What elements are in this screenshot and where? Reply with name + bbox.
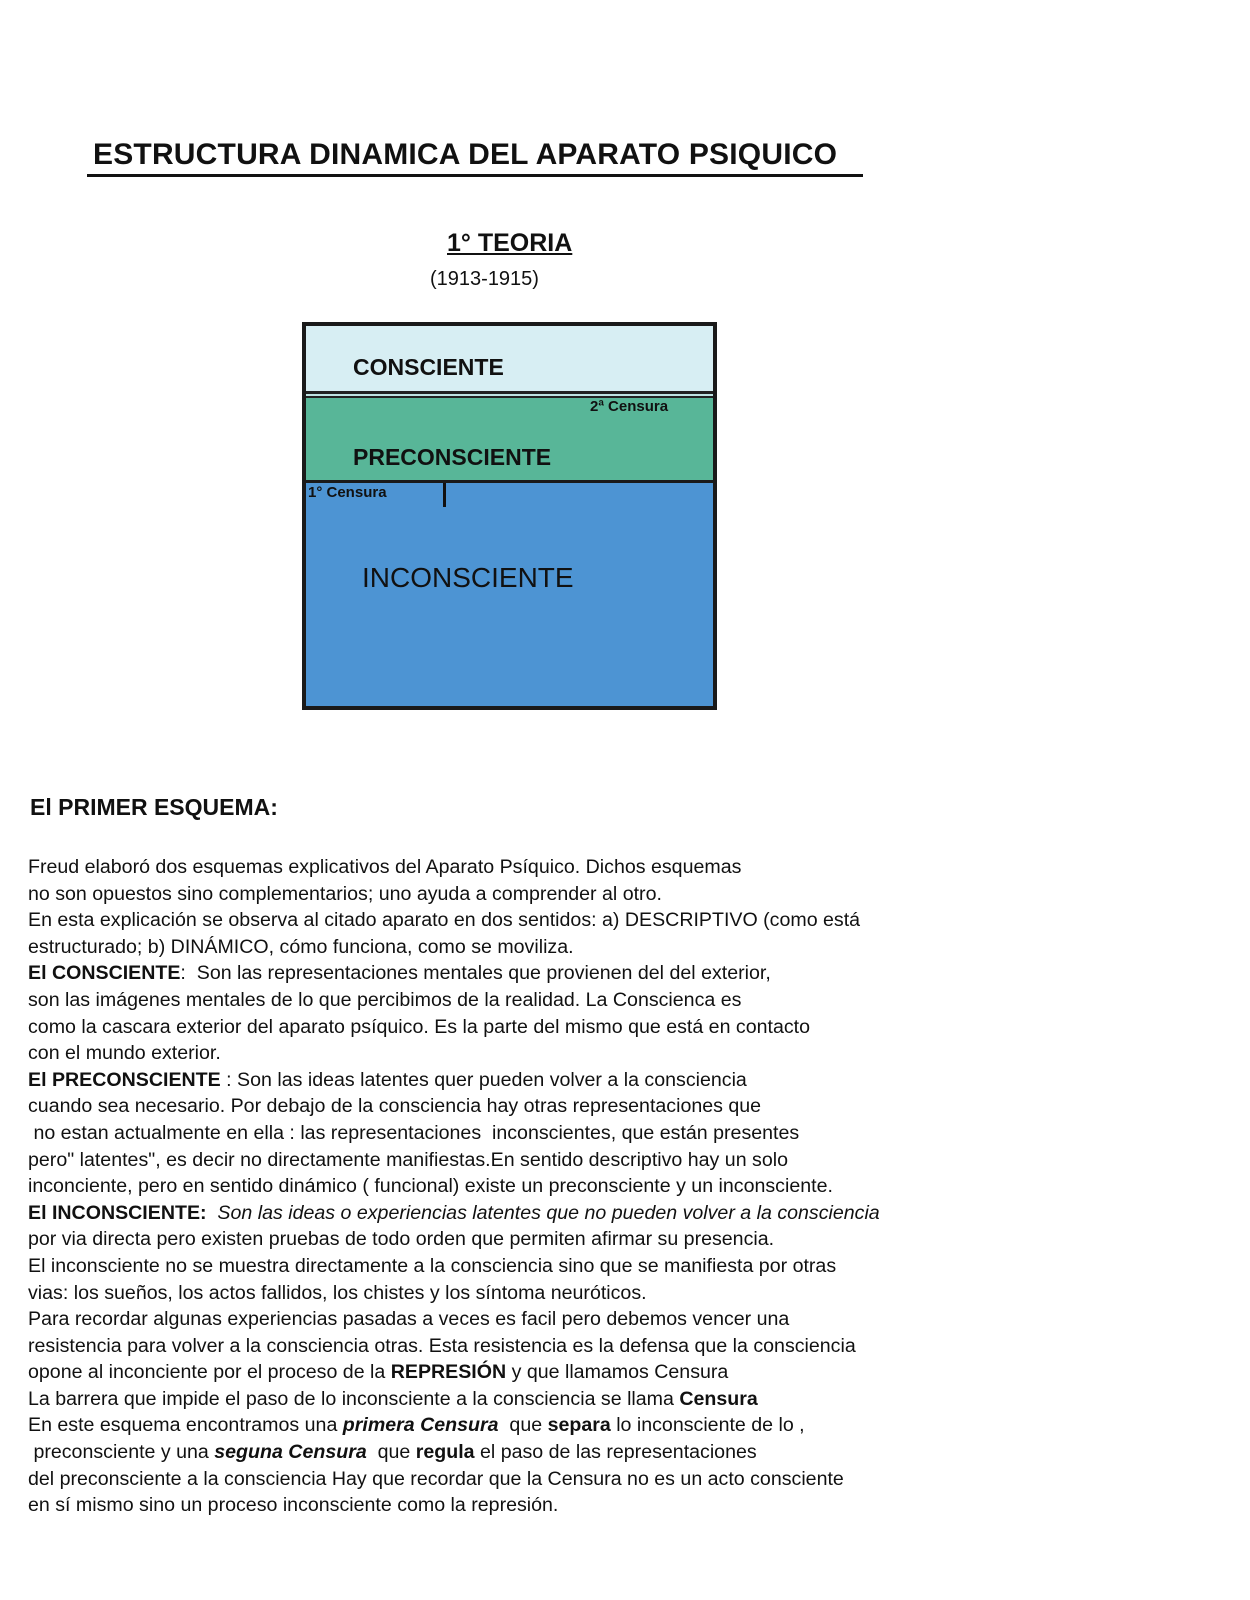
inconsciente-label: INCONSCIENTE [362, 562, 574, 593]
body-text-run: opone al inconciente por el proceso de la [28, 1361, 391, 1384]
body-line [28, 960, 1028, 987]
body-line [28, 907, 1028, 934]
body-text-run: cuando sea necesario. Por debajo de la consciencia hay otras representaciones que [28, 1095, 762, 1118]
body-line [28, 1386, 1028, 1413]
section-heading: El PRIMER ESQUEMA: [30, 794, 278, 820]
body-text-run: estructurado; b) DINÁMICO, cómo funciona, como se moviliza. [28, 935, 574, 958]
body-line [28, 934, 1028, 961]
body-text-run: En este esquema encontramos una [28, 1414, 343, 1437]
body-text-run: no son opuestos sino complementarios; uno ayuda a comprender al otro. [28, 882, 662, 905]
body-text-run: no estan actualmente en ella : las representaciones inconscientes, que están presentes [28, 1121, 800, 1144]
body-text-run: por via directa pero existen pruebas de todo orden que permiten afirmar su presencia. [28, 1228, 775, 1251]
body-line [28, 1333, 1028, 1360]
psychic-apparatus-diagram [302, 322, 717, 710]
body-text-run: Censura [679, 1387, 758, 1410]
body-text-run: con el mundo exterior. [28, 1042, 221, 1065]
preconsciente-label: PRECONSCIENTE [353, 444, 552, 470]
body-text-run: La barrera que impide el paso de lo inconsciente a la consciencia se llama [28, 1387, 680, 1410]
body-text-run: primera Censura [342, 1414, 499, 1437]
theory-heading: 1° TEORIA [447, 229, 573, 257]
body-line [28, 1147, 1028, 1174]
inconsciente-zone [306, 483, 713, 706]
body-text-run: del preconsciente a la consciencia Hay que recordar que la Censura no es un acto consciente [28, 1467, 844, 1490]
body-line [28, 987, 1028, 1014]
body-text-run: el paso de las representaciones [474, 1441, 757, 1464]
body-line [28, 1093, 1028, 1120]
theory-dates: (1913-1915) [430, 268, 539, 290]
body-text-run: En esta explicación se observa al citado aparato en dos sentidos: a) DESCRIPTIVO (como está [28, 909, 861, 932]
body-line [28, 1439, 1028, 1466]
body-text-run: y que llamamos Censura [506, 1361, 729, 1384]
body-text [28, 854, 1028, 1519]
body-line [28, 1306, 1028, 1333]
body-text-run: El inconsciente no se muestra directamente a la consciencia sino que se manifiesta por otras [28, 1254, 837, 1277]
body-text-run: El CONSCIENTE [28, 962, 181, 985]
body-line [28, 1412, 1028, 1439]
body-text-run: lo inconsciente de lo , [610, 1414, 805, 1437]
body-line [28, 1014, 1028, 1041]
body-text-run: Para recordar algunas experiencias pasadas a veces es facil pero debemos vencer una [28, 1308, 790, 1331]
page-title: ESTRUCTURA DINAMICA DEL APARATO PSIQUICO [87, 136, 863, 177]
body-line [28, 1466, 1028, 1493]
body-text-run: vias: los sueños, los actos fallidos, los chistes y los síntoma neuróticos. [28, 1281, 647, 1304]
body-text-run: Son las ideas o experiencias latentes que no pueden volver a la consciencia [206, 1201, 880, 1224]
body-text-run: que [366, 1441, 416, 1464]
first-censura-tick [443, 483, 446, 507]
body-text-run: son las imágenes mentales de lo que percibimos de la realidad. La Conscienca es [28, 988, 742, 1011]
body-line [28, 1492, 1028, 1519]
body-text-run: como la cascara exterior del aparato psíquico. Es la parte del mismo que está en contacto [28, 1015, 810, 1038]
body-text-run: resistencia para volver a la consciencia otras. Esta resistencia es la defensa que la consciencia [28, 1334, 856, 1357]
body-line [28, 1040, 1028, 1067]
body-line [28, 1200, 1028, 1227]
second-censura-label: 2ª Censura [590, 398, 669, 415]
body-text-run: en sí mismo sino un proceso inconsciente como la represión. [28, 1494, 559, 1517]
body-text-run: seguna Censura [214, 1441, 367, 1464]
body-text-run: El PRECONSCIENTE [28, 1068, 221, 1091]
body-line [28, 1120, 1028, 1147]
body-text-run: : Son las ideas latentes quer pueden volver a la consciencia [220, 1068, 747, 1091]
body-text-run: Freud elaboró dos esquemas explicativos del Aparato Psíquico. Dichos esquemas [28, 856, 742, 878]
first-censura-label: 1° Censura [308, 484, 387, 501]
body-line [28, 1173, 1028, 1200]
body-text-run: REPRESIÓN [390, 1361, 507, 1384]
consciente-label: CONSCIENTE [353, 354, 504, 380]
body-text-run: que [498, 1414, 548, 1437]
body-text-run: : Son las representaciones mentales que provienen del del exterior, [180, 962, 771, 985]
body-line [28, 1359, 1028, 1386]
body-line [28, 881, 1028, 908]
body-line [28, 854, 1028, 881]
body-text-run: regula [415, 1441, 475, 1464]
body-text-run: separa [547, 1414, 611, 1437]
body-line [28, 1253, 1028, 1280]
body-text-run: inconciente, pero en sentido dinámico ( funcional) existe un preconsciente y un inconsciente. [28, 1175, 833, 1198]
body-text-run: preconsciente y una [28, 1441, 215, 1464]
body-line [28, 1280, 1028, 1307]
body-line [28, 1226, 1028, 1253]
body-text-run: pero" latentes", es decir no directamente manifiestas.En sentido descriptivo hay un solo [28, 1148, 788, 1171]
body-text-run: El INCONSCIENTE: [28, 1201, 207, 1224]
body-line [28, 1067, 1028, 1094]
